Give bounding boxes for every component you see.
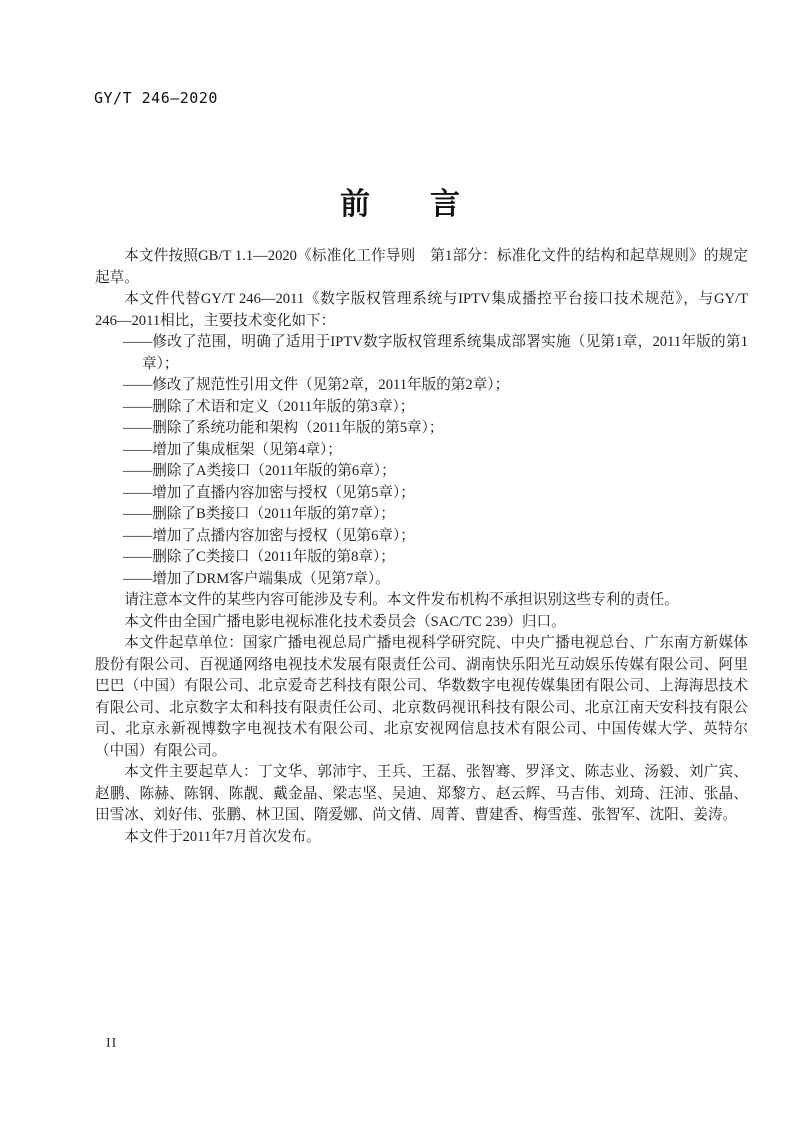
change-item: ——删除了B类接口（2011年版的第7章）；: [123, 506, 395, 522]
change-item: ——删除了A类接口（2011年版的第6章）；: [123, 463, 396, 479]
page-title: 前 言: [340, 188, 460, 221]
paragraph-replaces: 本文件代替GY/T 246—2011《数字版权管理系统与IPTV集成播控平台接口技术规范》，与GY/T 246—2011相比，主要技术变化如下：: [95, 291, 748, 329]
change-item: ——删除了术语和定义（2011年版的第3章）；: [123, 398, 415, 415]
change-item: ——增加了直播内容加密与授权（见第5章）；: [123, 484, 415, 501]
paragraph-basis: 本文件按照GB/T 1.1—2020《标准化工作导则 第1部分：标准化文件的结构和起草规则》的规定起草。: [95, 248, 748, 286]
foreword-body: [95, 246, 748, 848]
change-item: ——删除了C类接口（2011年版的第8章）；: [123, 549, 395, 565]
change-item: ——增加了点播内容加密与授权（见第6章）；: [123, 527, 415, 544]
change-item: ——增加了集成框架（见第4章）；: [123, 441, 342, 458]
paragraph-drafting-organizations: 本文件起草单位：国家广播电视总局广播电视科学研究院、中央广播电视总台、广东南方新媒体股份有限公司、百视通网络电视技术发展有限责任公司、湖南快乐阳光互动娱乐传媒有限公司、阿里巴巴（中国）有限公司、北京爱奇艺科技有限公司、华数数字电视传媒集团有限公司、上海海思技术有限公司、北京数字太和科技有限责任公司、北京数码视讯科技有限公司、北京江南天安科技有限公司、北京永新视博数字电视技术有限公司、北京安视网信息技术有限公司、中国传媒大学、英特尔（中国）有限公司。: [95, 635, 748, 759]
change-item: ——修改了范围，明确了适用于IPTV数字版权管理系统集成部署实施（见第1章，2011年版的第1章）；: [123, 334, 748, 372]
paragraph-patent-notice: 请注意本文件的某些内容可能涉及专利。本文件发布机构不承担识别这些专利的责任。: [124, 592, 679, 608]
change-item: ——修改了规范性引用文件（见第2章，2011年版的第2章）；: [123, 377, 510, 393]
page-number: II: [106, 1036, 118, 1051]
change-item: ——增加了DRM客户端集成（见第7章）。: [123, 570, 390, 587]
change-item: ——删除了系统功能和架构（2011年版的第5章）；: [123, 420, 444, 436]
document-number: GY/T 246—2020: [94, 89, 218, 107]
paragraph-main-drafters: 本文件主要起草人：丁文华、郭沛宇、王兵、王磊、张智骞、罗泽文、陈志业、汤毅、刘广宾、赵鹏、陈赫、陈钢、陈靓、戴金晶、梁志坚、吴迪、郑黎方、赵云辉、马吉伟、刘琦、汪沛、张晶、田雪冰、刘好伟、张鹏、林卫国、隋爱娜、尚文倩、周菁、曹建香、梅雪莲、张智军、沈阳、姜涛。: [95, 764, 748, 823]
paragraph-first-published: 本文件于2011年7月首次发布。: [124, 828, 321, 845]
paragraph-committee: 本文件由全国广播电影电视标准化技术委员会（SAC/TC 239）归口。: [124, 613, 566, 630]
